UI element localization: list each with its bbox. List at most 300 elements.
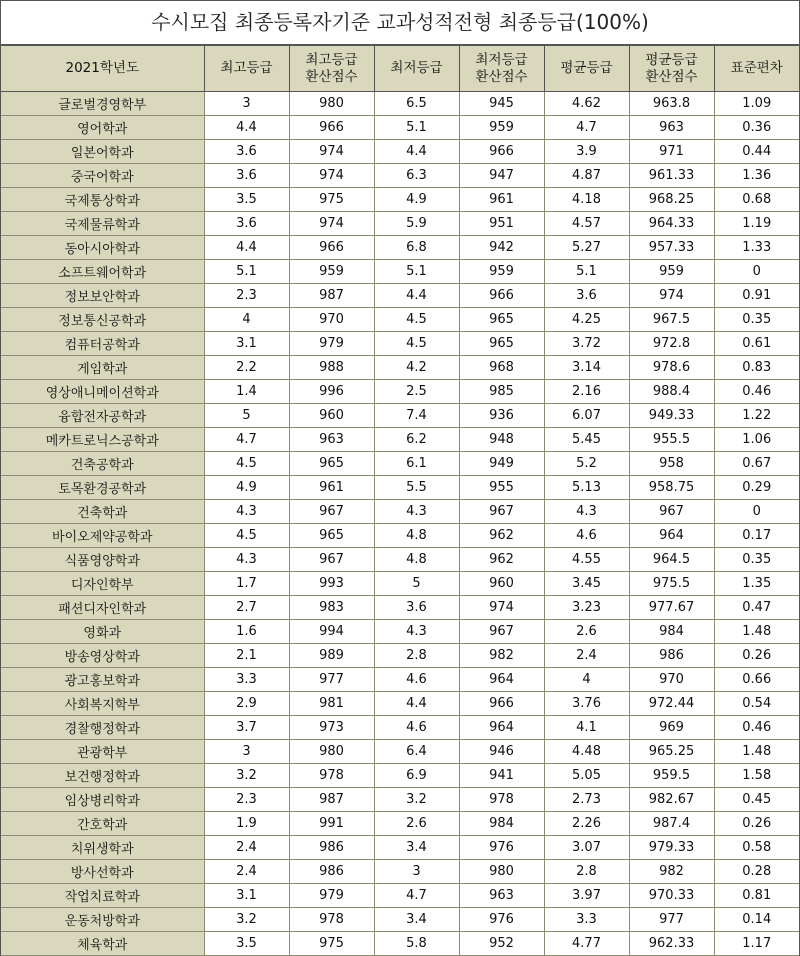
table-row	[1, 572, 799, 596]
best-score-cell: 979	[289, 332, 374, 356]
best-score-cell: 960	[289, 404, 374, 428]
worst-score-cell: 946	[459, 740, 544, 764]
std-dev-cell: 0.83	[714, 356, 799, 380]
best-grade-cell: 4.5	[204, 524, 289, 548]
avg-score-cell: 978.6	[629, 356, 714, 380]
best-grade-cell: 1.7	[204, 572, 289, 596]
table-row	[1, 212, 799, 236]
worst-score-cell: 984	[459, 812, 544, 836]
worst-grade-cell: 2.5	[374, 380, 459, 404]
best-score-cell: 963	[289, 428, 374, 452]
department-cell: 체육학과	[1, 932, 204, 956]
best-grade-cell: 3	[204, 740, 289, 764]
worst-score-cell: 965	[459, 332, 544, 356]
worst-grade-cell: 4.7	[374, 884, 459, 908]
department-cell: 방송영상학과	[1, 644, 204, 668]
worst-score-cell: 968	[459, 356, 544, 380]
std-dev-cell: 1.35	[714, 572, 799, 596]
best-score-cell: 986	[289, 860, 374, 884]
best-score-cell: 975	[289, 188, 374, 212]
avg-grade-cell: 5.27	[544, 236, 629, 260]
table-row	[1, 500, 799, 524]
worst-score-cell: 966	[459, 692, 544, 716]
avg-score-cell: 988.4	[629, 380, 714, 404]
best-grade-cell: 2.4	[204, 860, 289, 884]
best-score-cell: 993	[289, 572, 374, 596]
department-cell: 임상병리학과	[1, 788, 204, 812]
table-row	[1, 524, 799, 548]
worst-grade-cell: 3	[374, 860, 459, 884]
best-grade-cell: 2.2	[204, 356, 289, 380]
worst-grade-cell: 4.4	[374, 140, 459, 164]
worst-score-cell: 982	[459, 644, 544, 668]
std-dev-cell: 1.36	[714, 164, 799, 188]
best-score-cell: 974	[289, 212, 374, 236]
best-grade-cell: 2.7	[204, 596, 289, 620]
avg-grade-cell: 3.07	[544, 836, 629, 860]
department-cell: 디자인학부	[1, 572, 204, 596]
worst-score-cell: 967	[459, 500, 544, 524]
std-dev-cell: 0.58	[714, 836, 799, 860]
worst-grade-cell: 5.1	[374, 116, 459, 140]
best-grade-cell: 2.3	[204, 284, 289, 308]
avg-grade-cell: 2.6	[544, 620, 629, 644]
avg-score-cell: 979.33	[629, 836, 714, 860]
worst-grade-cell: 4.2	[374, 356, 459, 380]
table-row	[1, 380, 799, 404]
table-row	[1, 692, 799, 716]
table-row	[1, 404, 799, 428]
worst-score-cell: 959	[459, 260, 544, 284]
best-score-cell: 959	[289, 260, 374, 284]
header-year: 2021학년도	[1, 46, 204, 92]
avg-score-cell: 963.8	[629, 92, 714, 116]
table-row	[1, 164, 799, 188]
worst-grade-cell: 7.4	[374, 404, 459, 428]
worst-score-cell: 959	[459, 116, 544, 140]
table-row	[1, 908, 799, 932]
worst-grade-cell: 5.1	[374, 260, 459, 284]
department-cell: 국제물류학과	[1, 212, 204, 236]
worst-score-cell: 941	[459, 764, 544, 788]
worst-grade-cell: 6.3	[374, 164, 459, 188]
avg-score-cell: 969	[629, 716, 714, 740]
avg-grade-cell: 4.1	[544, 716, 629, 740]
table-row	[1, 812, 799, 836]
department-cell: 작업치료학과	[1, 884, 204, 908]
table-row	[1, 428, 799, 452]
table-row	[1, 236, 799, 260]
avg-score-cell: 962.33	[629, 932, 714, 956]
avg-grade-cell: 5.45	[544, 428, 629, 452]
best-score-cell: 961	[289, 476, 374, 500]
best-score-cell: 965	[289, 524, 374, 548]
worst-score-cell: 949	[459, 452, 544, 476]
best-score-cell: 981	[289, 692, 374, 716]
best-grade-cell: 3.2	[204, 764, 289, 788]
table-row	[1, 260, 799, 284]
header-avg-grade: 평균등급	[544, 46, 629, 92]
best-score-cell: 966	[289, 236, 374, 260]
avg-score-cell: 987.4	[629, 812, 714, 836]
best-grade-cell: 3.2	[204, 908, 289, 932]
best-grade-cell: 3.3	[204, 668, 289, 692]
best-grade-cell: 3.7	[204, 716, 289, 740]
worst-grade-cell: 3.4	[374, 908, 459, 932]
table-row	[1, 548, 799, 572]
best-grade-cell: 4.3	[204, 500, 289, 524]
worst-score-cell: 960	[459, 572, 544, 596]
department-cell: 소프트웨어학과	[1, 260, 204, 284]
department-cell: 바이오제약공학과	[1, 524, 204, 548]
table-row	[1, 116, 799, 140]
std-dev-cell: 0.29	[714, 476, 799, 500]
avg-score-cell: 967	[629, 500, 714, 524]
avg-grade-cell: 3.3	[544, 908, 629, 932]
table-row	[1, 452, 799, 476]
best-grade-cell: 4.9	[204, 476, 289, 500]
std-dev-cell: 1.48	[714, 740, 799, 764]
avg-grade-cell: 4.87	[544, 164, 629, 188]
worst-grade-cell: 4.3	[374, 620, 459, 644]
std-dev-cell: 1.17	[714, 932, 799, 956]
department-cell: 영화과	[1, 620, 204, 644]
table-row	[1, 140, 799, 164]
avg-score-cell: 977	[629, 908, 714, 932]
best-grade-cell: 4.7	[204, 428, 289, 452]
worst-score-cell: 962	[459, 524, 544, 548]
avg-grade-cell: 3.14	[544, 356, 629, 380]
best-grade-cell: 2.1	[204, 644, 289, 668]
table-row	[1, 308, 799, 332]
best-score-cell: 991	[289, 812, 374, 836]
worst-score-cell: 942	[459, 236, 544, 260]
worst-grade-cell: 5.9	[374, 212, 459, 236]
std-dev-cell: 1.33	[714, 236, 799, 260]
worst-grade-cell: 6.1	[374, 452, 459, 476]
worst-grade-cell: 2.6	[374, 812, 459, 836]
table-row	[1, 764, 799, 788]
department-cell: 동아시아학과	[1, 236, 204, 260]
worst-score-cell: 963	[459, 884, 544, 908]
department-cell: 융합전자공학과	[1, 404, 204, 428]
best-score-cell: 975	[289, 932, 374, 956]
table-row	[1, 332, 799, 356]
department-cell: 글로벌경영학부	[1, 92, 204, 116]
avg-score-cell: 982	[629, 860, 714, 884]
worst-grade-cell: 4.5	[374, 332, 459, 356]
header-best-grade: 최고등급	[204, 46, 289, 92]
worst-score-cell: 948	[459, 428, 544, 452]
avg-grade-cell: 4.18	[544, 188, 629, 212]
avg-grade-cell: 3.76	[544, 692, 629, 716]
best-grade-cell: 5.1	[204, 260, 289, 284]
department-cell: 치위생학과	[1, 836, 204, 860]
table-row	[1, 188, 799, 212]
worst-score-cell: 976	[459, 836, 544, 860]
avg-score-cell: 959.5	[629, 764, 714, 788]
avg-grade-cell: 4.57	[544, 212, 629, 236]
worst-score-cell: 951	[459, 212, 544, 236]
department-cell: 광고홍보학과	[1, 668, 204, 692]
department-cell: 정보통신공학과	[1, 308, 204, 332]
std-dev-cell: 0	[714, 500, 799, 524]
best-grade-cell: 4.5	[204, 452, 289, 476]
table-row	[1, 92, 799, 116]
avg-score-cell: 964	[629, 524, 714, 548]
worst-score-cell: 952	[459, 932, 544, 956]
worst-score-cell: 964	[459, 716, 544, 740]
avg-grade-cell: 2.26	[544, 812, 629, 836]
avg-grade-cell: 4.7	[544, 116, 629, 140]
department-cell: 운동처방학과	[1, 908, 204, 932]
std-dev-cell: 0.91	[714, 284, 799, 308]
worst-grade-cell: 6.8	[374, 236, 459, 260]
department-cell: 영어학과	[1, 116, 204, 140]
std-dev-cell: 0.28	[714, 860, 799, 884]
avg-score-cell: 957.33	[629, 236, 714, 260]
best-score-cell: 965	[289, 452, 374, 476]
avg-score-cell: 977.67	[629, 596, 714, 620]
table-row	[1, 644, 799, 668]
std-dev-cell: 0.68	[714, 188, 799, 212]
best-score-cell: 978	[289, 764, 374, 788]
std-dev-cell: 0.46	[714, 716, 799, 740]
worst-grade-cell: 4.4	[374, 284, 459, 308]
std-dev-cell: 0.44	[714, 140, 799, 164]
department-cell: 관광학부	[1, 740, 204, 764]
avg-score-cell: 970.33	[629, 884, 714, 908]
worst-grade-cell: 6.5	[374, 92, 459, 116]
worst-grade-cell: 4.8	[374, 548, 459, 572]
best-score-cell: 978	[289, 908, 374, 932]
table-row	[1, 668, 799, 692]
header-avg-score: 평균등급 환산점수	[629, 46, 714, 92]
avg-score-cell: 972.44	[629, 692, 714, 716]
department-cell: 경찰행정학과	[1, 716, 204, 740]
table-row	[1, 284, 799, 308]
table-row	[1, 596, 799, 620]
best-grade-cell: 4.3	[204, 548, 289, 572]
best-grade-cell: 3.6	[204, 212, 289, 236]
avg-grade-cell: 4.77	[544, 932, 629, 956]
avg-grade-cell: 5.13	[544, 476, 629, 500]
worst-grade-cell: 4.3	[374, 500, 459, 524]
avg-grade-cell: 3.45	[544, 572, 629, 596]
avg-grade-cell: 4.55	[544, 548, 629, 572]
department-cell: 메카트로닉스공학과	[1, 428, 204, 452]
best-score-cell: 980	[289, 740, 374, 764]
table-row	[1, 836, 799, 860]
worst-score-cell: 980	[459, 860, 544, 884]
std-dev-cell: 1.22	[714, 404, 799, 428]
avg-score-cell: 982.67	[629, 788, 714, 812]
avg-grade-cell: 4	[544, 668, 629, 692]
best-grade-cell: 3.5	[204, 188, 289, 212]
worst-score-cell: 965	[459, 308, 544, 332]
avg-grade-cell: 3.6	[544, 284, 629, 308]
avg-grade-cell: 5.1	[544, 260, 629, 284]
best-score-cell: 966	[289, 116, 374, 140]
std-dev-cell: 0.67	[714, 452, 799, 476]
grade-table	[1, 45, 799, 956]
worst-score-cell: 964	[459, 668, 544, 692]
avg-score-cell: 955.5	[629, 428, 714, 452]
worst-score-cell: 945	[459, 92, 544, 116]
avg-score-cell: 958.75	[629, 476, 714, 500]
std-dev-cell: 1.58	[714, 764, 799, 788]
department-cell: 게임학과	[1, 356, 204, 380]
header-best-score: 최고등급 환산점수	[289, 46, 374, 92]
avg-grade-cell: 4.25	[544, 308, 629, 332]
department-cell: 사회복지학부	[1, 692, 204, 716]
best-grade-cell: 2.9	[204, 692, 289, 716]
table-row	[1, 716, 799, 740]
avg-score-cell: 958	[629, 452, 714, 476]
worst-grade-cell: 6.4	[374, 740, 459, 764]
department-cell: 패션디자인학과	[1, 596, 204, 620]
table-row	[1, 740, 799, 764]
worst-score-cell: 936	[459, 404, 544, 428]
best-grade-cell: 3.6	[204, 140, 289, 164]
worst-grade-cell: 6.9	[374, 764, 459, 788]
best-score-cell: 996	[289, 380, 374, 404]
best-grade-cell: 4	[204, 308, 289, 332]
department-cell: 간호학과	[1, 812, 204, 836]
worst-score-cell: 961	[459, 188, 544, 212]
avg-grade-cell: 3.23	[544, 596, 629, 620]
avg-score-cell: 986	[629, 644, 714, 668]
std-dev-cell: 0.81	[714, 884, 799, 908]
avg-score-cell: 968.25	[629, 188, 714, 212]
avg-grade-cell: 5.2	[544, 452, 629, 476]
department-cell: 식품영양학과	[1, 548, 204, 572]
department-cell: 건축학과	[1, 500, 204, 524]
worst-score-cell: 967	[459, 620, 544, 644]
avg-score-cell: 949.33	[629, 404, 714, 428]
best-score-cell: 986	[289, 836, 374, 860]
best-score-cell: 973	[289, 716, 374, 740]
std-dev-cell: 1.19	[714, 212, 799, 236]
worst-grade-cell: 4.9	[374, 188, 459, 212]
header-worst-grade: 최저등급	[374, 46, 459, 92]
avg-score-cell: 963	[629, 116, 714, 140]
department-cell: 중국어학과	[1, 164, 204, 188]
department-cell: 컴퓨터공학과	[1, 332, 204, 356]
avg-grade-cell: 5.05	[544, 764, 629, 788]
best-grade-cell: 1.9	[204, 812, 289, 836]
avg-grade-cell: 2.8	[544, 860, 629, 884]
best-score-cell: 974	[289, 140, 374, 164]
avg-grade-cell: 2.73	[544, 788, 629, 812]
department-cell: 보건행정학과	[1, 764, 204, 788]
avg-score-cell: 974	[629, 284, 714, 308]
worst-grade-cell: 5	[374, 572, 459, 596]
worst-score-cell: 947	[459, 164, 544, 188]
best-grade-cell: 5	[204, 404, 289, 428]
avg-score-cell: 967.5	[629, 308, 714, 332]
best-score-cell: 979	[289, 884, 374, 908]
avg-grade-cell: 2.4	[544, 644, 629, 668]
avg-grade-cell: 4.3	[544, 500, 629, 524]
best-grade-cell: 4.4	[204, 116, 289, 140]
best-score-cell: 967	[289, 548, 374, 572]
worst-score-cell: 955	[459, 476, 544, 500]
table-row	[1, 884, 799, 908]
worst-grade-cell: 2.8	[374, 644, 459, 668]
avg-grade-cell: 4.62	[544, 92, 629, 116]
avg-score-cell: 972.8	[629, 332, 714, 356]
table-title: 수시모집 최종등록자기준 교과성적전형 최종등급(100%)	[1, 1, 799, 45]
header-row	[1, 46, 799, 92]
avg-score-cell: 984	[629, 620, 714, 644]
worst-grade-cell: 3.6	[374, 596, 459, 620]
worst-score-cell: 962	[459, 548, 544, 572]
best-grade-cell: 4.4	[204, 236, 289, 260]
worst-score-cell: 985	[459, 380, 544, 404]
std-dev-cell: 1.06	[714, 428, 799, 452]
std-dev-cell: 1.48	[714, 620, 799, 644]
best-grade-cell: 3.5	[204, 932, 289, 956]
best-score-cell: 977	[289, 668, 374, 692]
department-cell: 일본어학과	[1, 140, 204, 164]
avg-grade-cell: 4.6	[544, 524, 629, 548]
avg-grade-cell: 3.72	[544, 332, 629, 356]
worst-grade-cell: 5.5	[374, 476, 459, 500]
best-score-cell: 974	[289, 164, 374, 188]
best-grade-cell: 1.6	[204, 620, 289, 644]
best-score-cell: 987	[289, 284, 374, 308]
std-dev-cell: 0.46	[714, 380, 799, 404]
table-row	[1, 620, 799, 644]
table-body	[1, 92, 799, 956]
table-row	[1, 860, 799, 884]
best-score-cell: 988	[289, 356, 374, 380]
std-dev-cell: 0.26	[714, 812, 799, 836]
worst-grade-cell: 4.4	[374, 692, 459, 716]
worst-grade-cell: 4.6	[374, 668, 459, 692]
std-dev-cell: 0.14	[714, 908, 799, 932]
avg-grade-cell: 3.97	[544, 884, 629, 908]
std-dev-cell: 0.26	[714, 644, 799, 668]
avg-grade-cell: 6.07	[544, 404, 629, 428]
table-row	[1, 356, 799, 380]
table-row	[1, 788, 799, 812]
best-score-cell: 980	[289, 92, 374, 116]
best-score-cell: 970	[289, 308, 374, 332]
worst-score-cell: 966	[459, 284, 544, 308]
std-dev-cell: 0	[714, 260, 799, 284]
std-dev-cell: 1.09	[714, 92, 799, 116]
best-grade-cell: 3.1	[204, 884, 289, 908]
avg-score-cell: 965.25	[629, 740, 714, 764]
department-cell: 토목환경공학과	[1, 476, 204, 500]
avg-score-cell: 975.5	[629, 572, 714, 596]
worst-grade-cell: 5.8	[374, 932, 459, 956]
avg-score-cell: 959	[629, 260, 714, 284]
table-row	[1, 932, 799, 956]
worst-grade-cell: 3.2	[374, 788, 459, 812]
worst-score-cell: 966	[459, 140, 544, 164]
std-dev-cell: 0.66	[714, 668, 799, 692]
std-dev-cell: 0.35	[714, 308, 799, 332]
best-grade-cell: 3	[204, 92, 289, 116]
table-row	[1, 476, 799, 500]
best-grade-cell: 2.3	[204, 788, 289, 812]
department-cell: 건축공학과	[1, 452, 204, 476]
std-dev-cell: 0.36	[714, 116, 799, 140]
worst-grade-cell: 4.6	[374, 716, 459, 740]
